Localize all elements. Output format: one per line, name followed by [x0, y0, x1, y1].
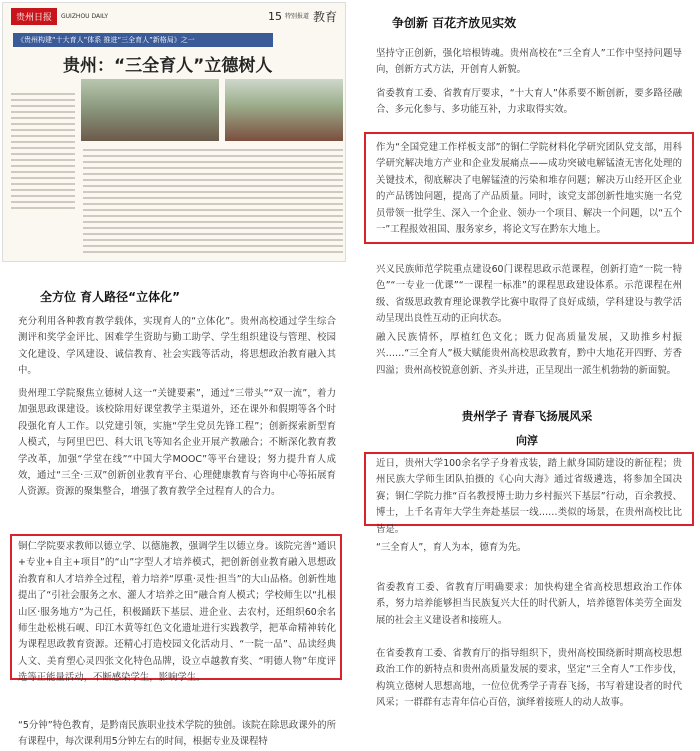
news-photo-building [81, 79, 219, 141]
author-name: 向淳 [516, 434, 538, 447]
paragraph: “三全育人”，育人为本，德育为先。 [376, 542, 527, 553]
section-heading: 争创新 百花齐放见实效 [392, 16, 517, 30]
paragraph: 坚持守正创新，强化培根铸魂。贵州高校在“三全育人”工作中坚持问题导向，创新方式方法，开创育人新貌。 [376, 48, 682, 76]
page-number: 15 [267, 9, 282, 23]
news-photo-group [225, 79, 343, 141]
paragraph: “5分钟”特色教育，是黔南民族职业技术学院的独创。该院在除思政课外的所有课程中，每次课利用5分钟左右的时间，根据专业及课程特 [18, 720, 336, 748]
paragraph: 贵州理工学院聚焦立德树人这一“关键要素”，通过“三带头”“双一流”，着力加强思政课建设。该校除用好课堂教学主渠道外，还在课外和假期等各个时段强化育人工作。以党建引领，实施“学生党员先锋工程”；创新探索新型育人模式，与阿里巴巴、科大讯飞等知名企业开展产教融合；不断深化教育教学改革，加强“学堂在线”“中国大学MOOC”等平台建设；努力提升育人成效，通过“三全·三双”创新创业教育平台、心理健康教育与咨询中心等拓展育人资源。资源的聚集整合，增强了教育教学全过程育人的合力。 [18, 388, 336, 498]
paragraph: 省委教育工委、省教育厅明确要求：加快构建全省高校思想政治工作体系，努力培养能够担当民族复兴大任的时代新人，培养德智体美劳全面发展的社会主义建设者和接班人。 [376, 582, 682, 626]
paragraph: 充分利用各种教育教学载体，实现育人的“立体化”。贵州高校通过学生综合测评和奖学金评比、困难学生资助与勤工助学、学生组织建设与管理、校园文化建设、学风建设、诚信教育、社会实践等活动，将思想政治教育融入其中。 [18, 316, 336, 377]
thumbnail-text-lines [83, 149, 343, 257]
section-name: 教育 [312, 9, 337, 24]
newspaper-logo: 贵州日报 [11, 8, 57, 25]
paragraph: 在省委教育工委、省教育厅的指导组织下，贵州高校围绕新时期高校思想政治工作的新特点和贵州高质量发展的要求，坚定“三全育人”工作步伐，构筑立德树人思想高地，一位位优秀学子青春飞扬，书写着建设者的时代风采；一群群有志青年信心百倍，演绎着接班人的动人故事。 [376, 648, 682, 709]
paragraph: 兴义民族师范学院重点建设60门课程思政示范课程，创新打造“一院一特色”“一专业一优课”“一课程一标准”的课程思政建设体系。示范课程在州级、省级思政教育理论课教学比赛中取得了良好成绩，学科建设与教学活动呈现出良性互动的正向状态。 [376, 264, 682, 325]
newspaper-logo-sub: GUIZHOU DAILY [61, 12, 109, 20]
right-column [354, 0, 700, 740]
highlighted-paragraph: 近日，贵州大学100余名学子身着戎装，踏上献身国防建设的新征程；贵州民族大学师生团队拍摄的《心向大海》通过省级遴选，将参加全国决赛；铜仁学院力推“百名教授博士助力乡村振兴下基层”行动，百余教授、博士，上千名青年大学生奔赴基层一线……类似的场景，在贵州高校比比皆是。 [376, 458, 682, 535]
section-heading: 全方位 育人路径“立体化” [40, 290, 180, 304]
series-banner: 《贵州构建“十大育人”体系 推进“三全育人”新格局》之一 [13, 33, 273, 47]
article-title: 贵州学子 青春飞扬展风采 [461, 409, 593, 423]
left-column [0, 0, 350, 748]
newspaper-thumbnail [2, 2, 346, 262]
thumbnail-text-lines [11, 93, 75, 213]
paragraph: 省委教育工委、省教育厅要求，“十大育人”体系要不断创新，要多路径融合、多元化参与、多功能互补，力求取得实效。 [376, 88, 682, 116]
page-label: 特别报道 [284, 12, 309, 20]
highlighted-paragraph: 铜仁学院要求教师以德立学、以德施教，强调学生以德立身。该院完善“通识+专业+自主+项目”的“山”字型人才培养模式，把创新创业教育融入思想政治教育和人才培养全过程，着力培养“厚重·灵性·担当”的大山品格。创新性地提出了“引社会服务之水、灌人才培养之田”融合育人模式；学校师生以“扎根山区·服务地方”为己任，积极踊跃下基层、进企业、去农村，还组织60余名师生赴松桃石岘、印江木黄等红色文化遗址进行实践教学，把革命精神转化为课程思政教育资源。还精心打造校园文化活动月、“一院一品”、品读经典人文、美育塑心灵四张文化特色品牌，设立卓越教育奖、“明德人物”年度评选等正能量活动，不断感染学生，影响学生。 [18, 541, 336, 684]
highlighted-paragraph: 作为“全国党建工作样板支部”的铜仁学院材料化学研究团队党支部，用科学研究解决地方产业和企业发展痛点——成功突破电解锰渣无害化处理的关键技术，彻底解决了电解锰渣的污染和堆存问题；解决万山经开区企业的产品锈蚀问题，提高了产品质量。同时，该党支部创新性地实施一名党员带领一批学生、深入一个企业、领办一个项目、解决一个问题，以“五个一”工程报效祖国、服务家乡，将论文写在黔东大地上。 [376, 142, 682, 236]
article-headline: 贵州：“三全育人”立德树人 [63, 56, 273, 76]
newspaper-masthead [3, 3, 345, 29]
paragraph: 融入民族情怀，厚植红色文化；既力促高质量发展，又助推乡村振兴……“三全育人”极大赋能贵州高校思政教育，黔中大地花开四野、芳香四溢；贵州高校锐意创新、齐头并进，正呈现出一派生机勃勃的新面貌。 [376, 332, 682, 376]
